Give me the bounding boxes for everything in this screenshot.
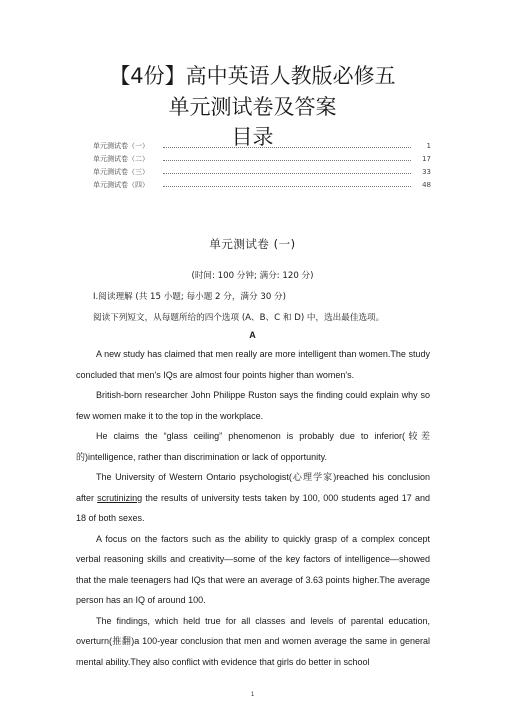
toc-entry-page: 1 <box>426 142 431 150</box>
toc-leader-dots <box>163 146 411 148</box>
paragraph: He claims the “glass ceiling” phenomenon is probably due to inferior(较差的)intelligence, rather than discrimination or lack of opportunity. <box>76 431 430 462</box>
toc-entry-label: 单元测试卷（四） <box>93 181 149 189</box>
paragraph: The findings, which held true for all classes and levels of parental education, overturn(推翻)a 100‐year conclusion that men and women average the same in general mental ability.They also conflict with evidence that girls do better in school <box>76 615 430 667</box>
section-title: 单元测试卷 (一) <box>209 237 296 251</box>
instruction-text: 阅读下列短文，从每题所给的四个选项 (A、B、C 和 D) 中，选出最佳选项。 <box>93 313 385 323</box>
document-title: 【4份】高中英语人教版必修五 <box>109 64 396 88</box>
toc-entry-page: 17 <box>422 155 431 163</box>
toc-leader-dots <box>163 159 411 161</box>
exam-info: (时间: 100 分钟; 满分: 120 分) <box>191 271 314 281</box>
passage-body <box>76 344 430 672</box>
underlined-word: scrutinizing <box>97 492 143 503</box>
toc-entry-label: 单元测试卷（三） <box>93 168 149 176</box>
paragraph: A focus on the factors such as the ability to quickly grasp of a complex concept verbal reasoning skills and creativity—some of the key factors of intelligence—showed that the male teenagers had IQs that were an average of 3.63 points higher.The average person has an IQ of around 100. <box>76 533 430 605</box>
table-of-contents <box>93 141 431 193</box>
paragraph-text: The University of Western Ontario psychologist(心理学家)reached his conclusion after <box>76 472 430 503</box>
passage-label: A <box>249 330 256 340</box>
toc-entry[interactable] <box>93 167 431 180</box>
toc-entry-page: 33 <box>422 168 431 176</box>
page-number: 1 <box>250 692 255 698</box>
document-subtitle: 单元测试卷及答案 <box>168 95 337 119</box>
part-heading: Ⅰ.阅读理解 (共 15 小题; 每小题 2 分，满分 30 分) <box>93 292 286 302</box>
toc-leader-dots <box>163 185 411 187</box>
toc-entry[interactable] <box>93 141 431 154</box>
toc-entry-page: 48 <box>422 181 431 189</box>
toc-entry-label: 单元测试卷（一） <box>93 142 149 150</box>
toc-entry[interactable] <box>93 180 431 193</box>
paragraph-text: the results of university tests taken by 100, 000 students aged 17 and 18 of both sexes. <box>76 492 430 523</box>
toc-heading: 目录 <box>231 125 274 149</box>
paragraph <box>76 467 430 529</box>
paragraph: A new study has claimed that men really are more intelligent than women.The study concluded that men's IQs are almost four points higher than women's. <box>76 349 430 380</box>
toc-entry[interactable] <box>93 154 431 167</box>
paragraph: British‐born researcher John Philippe Ruston says the finding could explain why so few women make it to the top in the workplace. <box>76 390 430 421</box>
toc-leader-dots <box>163 172 411 174</box>
toc-entry-label: 单元测试卷（二） <box>93 155 149 163</box>
